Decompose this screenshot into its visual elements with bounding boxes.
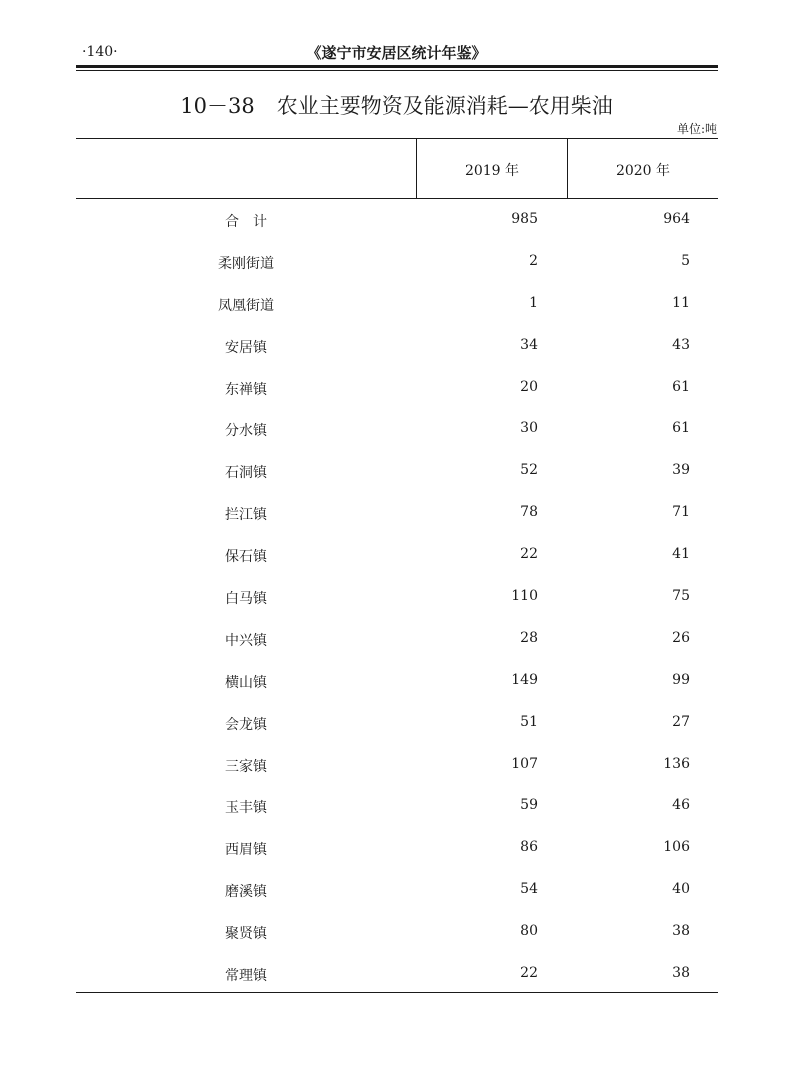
table-row [76,785,718,827]
value-2020: 38 [672,965,690,982]
table-row [76,660,718,702]
row-name: 拦江镇 [225,507,267,524]
table-bottom-rule [76,992,718,993]
table-row [76,744,718,786]
table-row [76,492,718,534]
value-2020: 71 [672,504,690,521]
value-2019: 20 [520,378,538,395]
value-2020: 5 [681,252,690,269]
table-row [76,953,718,995]
value-2019: 985 [511,211,538,227]
table-row [76,618,718,660]
row-name: 玉丰镇 [225,800,267,817]
table-row [76,534,718,576]
value-2020: 964 [663,211,690,227]
value-2020: 40 [672,881,690,898]
value-2020: 26 [672,629,690,646]
value-2019: 54 [520,881,538,898]
table-row [76,702,718,744]
table-row [76,408,718,450]
row-name: 三家镇 [225,758,267,775]
column-header-2019: 2019 年 [464,163,520,179]
value-2019: 59 [520,797,538,814]
table-row [76,827,718,869]
row-name: 横山镇 [225,674,267,691]
value-2019: 52 [520,462,538,479]
row-name: 聚贤镇 [225,926,267,943]
value-2019: 110 [511,588,538,605]
value-2020: 38 [672,923,690,940]
value-2019: 1 [529,294,538,311]
value-2019: 30 [520,420,538,437]
table-row [76,325,718,367]
book-title: 《遂宁市安居区统计年鉴》 [306,44,487,62]
row-name: 会龙镇 [225,716,267,733]
row-name: 中兴镇 [225,632,267,649]
value-2020: 106 [663,839,690,856]
table-row [76,367,718,409]
value-2020: 41 [672,546,690,563]
value-2019: 28 [520,629,538,646]
table-number: 10－38 [180,94,255,118]
table-row [76,576,718,618]
value-2019: 80 [520,923,538,940]
row-name: 磨溪镇 [225,884,267,901]
value-2020: 11 [672,294,690,311]
value-2020: 136 [663,755,690,772]
value-2020: 46 [672,797,690,814]
table-row [76,241,718,283]
row-name: 凤凰街道 [218,297,274,314]
table-row [76,283,718,325]
value-2019: 86 [520,839,538,856]
value-2020: 39 [672,462,690,479]
header-rule-thick [76,65,718,68]
row-name: 东禅镇 [225,381,267,398]
table-header-top-rule [76,138,718,139]
value-2019: 22 [520,965,538,982]
row-name: 白马镇 [225,591,267,608]
table-row [76,869,718,911]
value-2019: 22 [520,546,538,563]
row-name: 分水镇 [225,423,267,440]
value-2019: 2 [529,252,538,269]
unit-label: 单位:吨 [676,122,717,136]
value-2020: 75 [672,588,690,605]
table-row [76,911,718,953]
table-row [76,199,718,241]
value-2019: 149 [511,671,538,688]
column-header-2020: 2020 年 [615,163,671,179]
value-2020: 43 [672,336,690,353]
row-name: 西眉镇 [225,842,267,859]
value-2020: 99 [672,671,690,688]
row-name: 柔刚街道 [218,255,274,272]
table-title [0,90,793,120]
value-2019: 78 [520,504,538,521]
value-2019: 34 [520,336,538,353]
table-title-text: 农业主要物资及能源消耗—农用柴油 [276,94,613,118]
value-2019: 107 [511,755,538,772]
value-2020: 61 [672,420,690,437]
row-name: 合 计 [225,214,267,230]
page-number: ·140· [82,44,118,60]
value-2019: 51 [520,713,538,730]
header-rule-thin [76,70,718,71]
value-2020: 27 [672,713,690,730]
row-name: 保石镇 [225,549,267,566]
table-body [76,199,718,995]
value-2020: 61 [672,378,690,395]
row-name: 安居镇 [225,339,267,356]
row-name: 常理镇 [225,968,267,985]
table-row [76,450,718,492]
row-name: 石洞镇 [225,465,267,482]
